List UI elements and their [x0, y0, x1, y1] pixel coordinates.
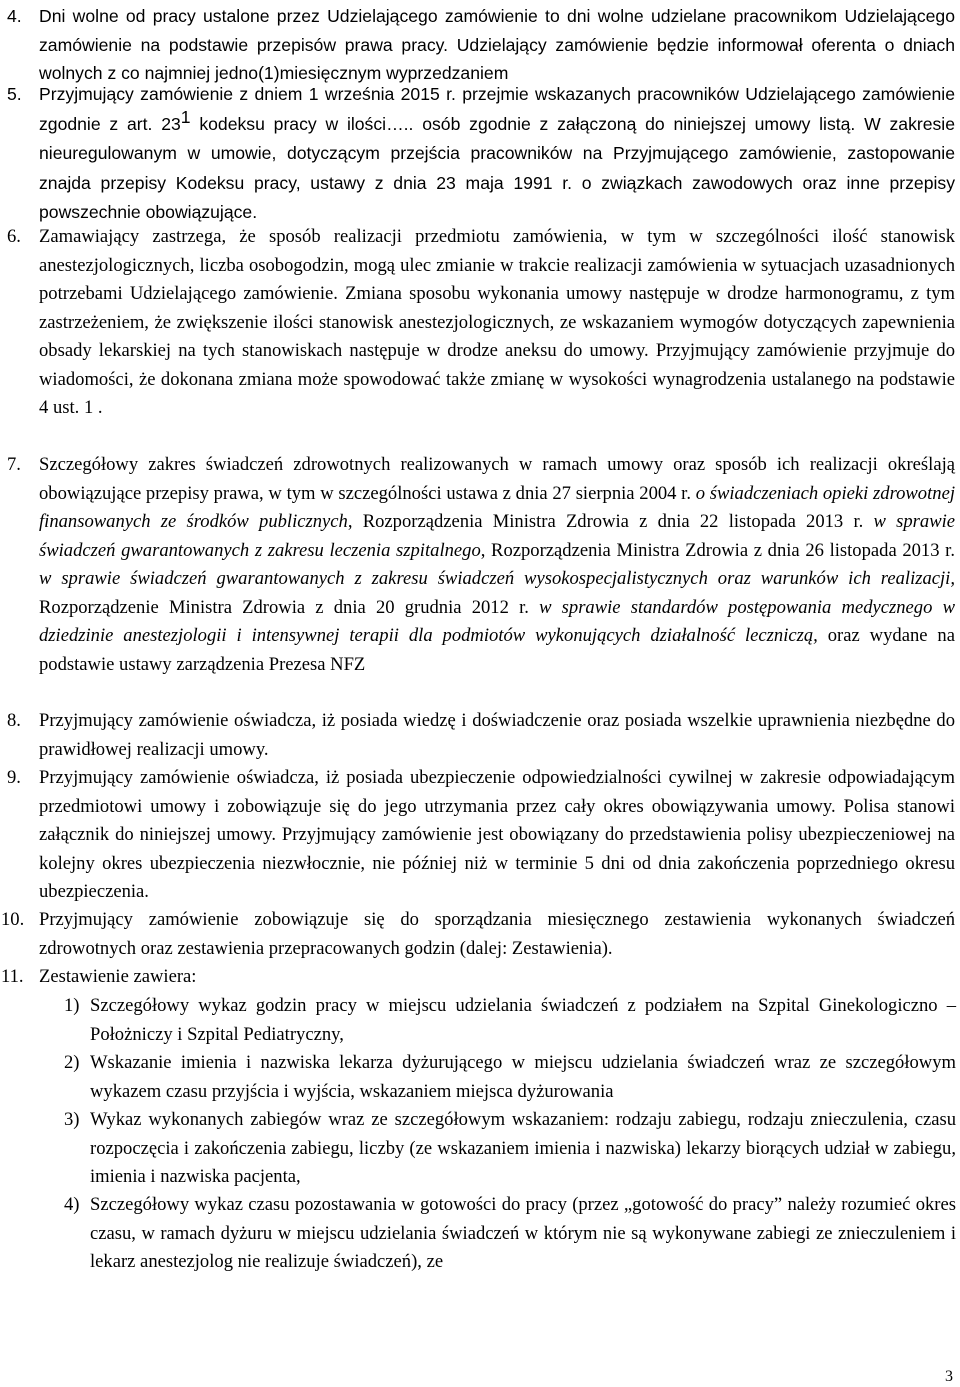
sub-item-number: 4) — [64, 1194, 80, 1215]
sub-item-text: Wskazanie imienia i nazwiska lekarza dyżurującego w miejscu udzielania świadczeń wraz ze szczegółowym wykazem czasu przyjścia i wyjścia, wskazaniem miejsca dyżurowania — [90, 1052, 956, 1102]
item-text — [39, 80, 955, 228]
act-title: w sprawie świadczeń gwarantowanych z zakresu świadczeń wysokospecjalistycznych oraz warunków ich realizacji, — [39, 568, 955, 589]
item-text: Zamawiający zastrzega, że sposób realizacji przedmiotu zamówienia, w tym w szczególności ilość stanowisk anestezjologicznych, liczba osobogodzin, mogą ulec zmianie w trakcie realizacji zamówienia w sytuacjach uzasadnionych potrzebami Udzielającego zamówienie. Zmiana sposobu wykonania umowy następuje w drodze harmonogramu, z tym zastrzeżeniem, że zwiększenie ilości stanowisk anestezjologicznych, ze wskazaniem wymogów dotyczących zapewnienia obsady lekarskiej na tych stanowiskach następuje w drodze aneksu do umowy. Przyjmujący zamówienie przyjmuje do wiadomości, że dokonana zmiana może spowodować także zmianę w wysokości wynagrodzenia ustalanego na podstawie 4 ust. 1 . — [39, 226, 955, 418]
act-title: o świadczeniach opieki zdrowotnej finansowanych ze środków publicznych — [39, 482, 955, 532]
item-text-part: kodeksu pracy w ilości — [190, 113, 387, 134]
item-text: Przyjmujący zamówienie oświadcza, iż posiada wiedzę i doświadczenie oraz posiada wszelkie uprawnienia niezbędne do prawidłowej realizacji umowy. — [39, 710, 955, 760]
sub-item-number: 2) — [64, 1052, 80, 1073]
item-text-part: Przyjmujący zamówienie z dniem 1 września 2015 r. przejmie wskazanych pracowników Udzielającego zamówienie zgodnie z art. 23 — [39, 84, 955, 134]
sub-item-text: Szczegółowy wykaz czasu pozostawania w gotowości do pracy (przez „gotowość do pracy” należy rozumieć okres czasu, w ramach dyżuru w miejscu udzielania świadczeń w którym nie są wykonywane zabiegi ze znieczuleniem i lekarz anestezjolog nie realizuje świadczeń), ze — [90, 1194, 956, 1272]
act-title: w sprawie standardów postępowania medycznego w dziedzinie anestezjologii i intensywnej terapii dla podmiotów wykonujących działalność leczniczą, — [39, 596, 955, 646]
item-text: Zestawienie zawiera: — [39, 966, 197, 987]
item-text-part: , Rozporządzenia Ministra Zdrowia z dnia 26 listopada 2013 r. — [480, 539, 955, 561]
sub-item-number: 3) — [64, 1109, 80, 1130]
item-text-part: Szczegółowy zakres świadczeń zdrowotnych realizowanych w ramach umowy oraz sposób ich realizacji określają obowiązujące przepisy prawa, w tym w szczególności ustawa z dnia 27 sierpnia 2004 r. — [39, 454, 955, 504]
item-text-part: Rozporządzenie Ministra Zdrowia z dnia 20 grudnia 2012 r. — [39, 596, 540, 618]
item-number: 7. — [7, 454, 21, 475]
item-number: 9. — [7, 767, 21, 788]
sub-item-text: Szczegółowy wykaz godzin pracy w miejscu udzielania świadczeń z podziałem na Szpital Ginekologiczno – Położniczy i Szpital Pediatryczny, — [90, 995, 956, 1045]
item-number: 6. — [7, 226, 21, 247]
page-number: 3 — [945, 1368, 953, 1385]
item-text-part: oraz wydane na podstawie ustawy zarządzenia Prezesa NFZ — [39, 625, 955, 675]
sub-item-number: 1) — [64, 995, 80, 1016]
item-number: 5. — [7, 84, 22, 104]
act-title: w sprawie świadczeń gwarantowanych z zakresu leczenia szpitalnego — [39, 511, 956, 561]
item-number: 4. — [7, 6, 22, 26]
item-text-part: ….. osób zgodnie z załączoną do niniejszej umowy listą. W zakresie nieuregulowanym w umowie, dotyczącym przejścia pracowników na Przyjmującego zamówienie, zastopowanie znajda przepisy Kodeksu pracy, ustawy z dnia 23 maja 1991 r. o związkach zawodowych oraz inne przepisy powszechnie obowiązujące. — [39, 113, 955, 222]
item-number: 10. — [1, 909, 25, 930]
item-text-part: , Rozporządzenia Ministra Zdrowia z dnia 22 listopada 2013 r. — [347, 511, 874, 532]
item-number: 11. — [1, 966, 24, 987]
item-text: Przyjmujący zamówienie zobowiązuje się do sporządzania miesięcznego zestawienia wykonanych świadczeń zdrowotnych oraz zestawienia przepracowanych godzin (dalej: Zestawienia). — [39, 909, 955, 959]
item-number: 8. — [7, 710, 21, 731]
item-text: Dni wolne od pracy ustalone przez Udzielającego zamówienie to dni wolne udzielane pracownikom Udzielającego zamówienie na podstawie przepisów prawa pracy. Udzielający zamówienie będzie informował oferenta o dniach wolnych z co najmniej jedno(1)miesięcznym wyprzedzaniem — [39, 6, 955, 83]
item-text — [39, 451, 955, 679]
superscript: 1 — [180, 106, 191, 127]
sub-item-text: Wykaz wykonanych zabiegów wraz ze szczegółowym wskazaniem: rodzaju zabiegu, rodzaju znieczulenia, czasu rozpoczęcia i zakończenia zabiegu, liczby (ze wskazaniem imienia i nazwiska) lekarzy biorących udział w zabiegu, imienia i nazwiska pacjenta, — [90, 1109, 956, 1187]
item-text: Przyjmujący zamówienie oświadcza, iż posiada ubezpieczenie odpowiedzialności cywilnej w zakresie odpowiadającym przedmiotowi umowy i zobowiązuje się do jego utrzymania przez cały okres obowiązywania umowy. Polisa stanowi załącznik do niniejszej umowy. Przyjmujący zamówienie jest obowiązany do przedstawienia polisy ubezpieczeniowej na kolejny okres ubezpieczenia niezwłocznie, nie później niż w terminie 5 dni od dnia zakończenia poprzedniego okresu ubezpieczenia. — [39, 767, 955, 902]
